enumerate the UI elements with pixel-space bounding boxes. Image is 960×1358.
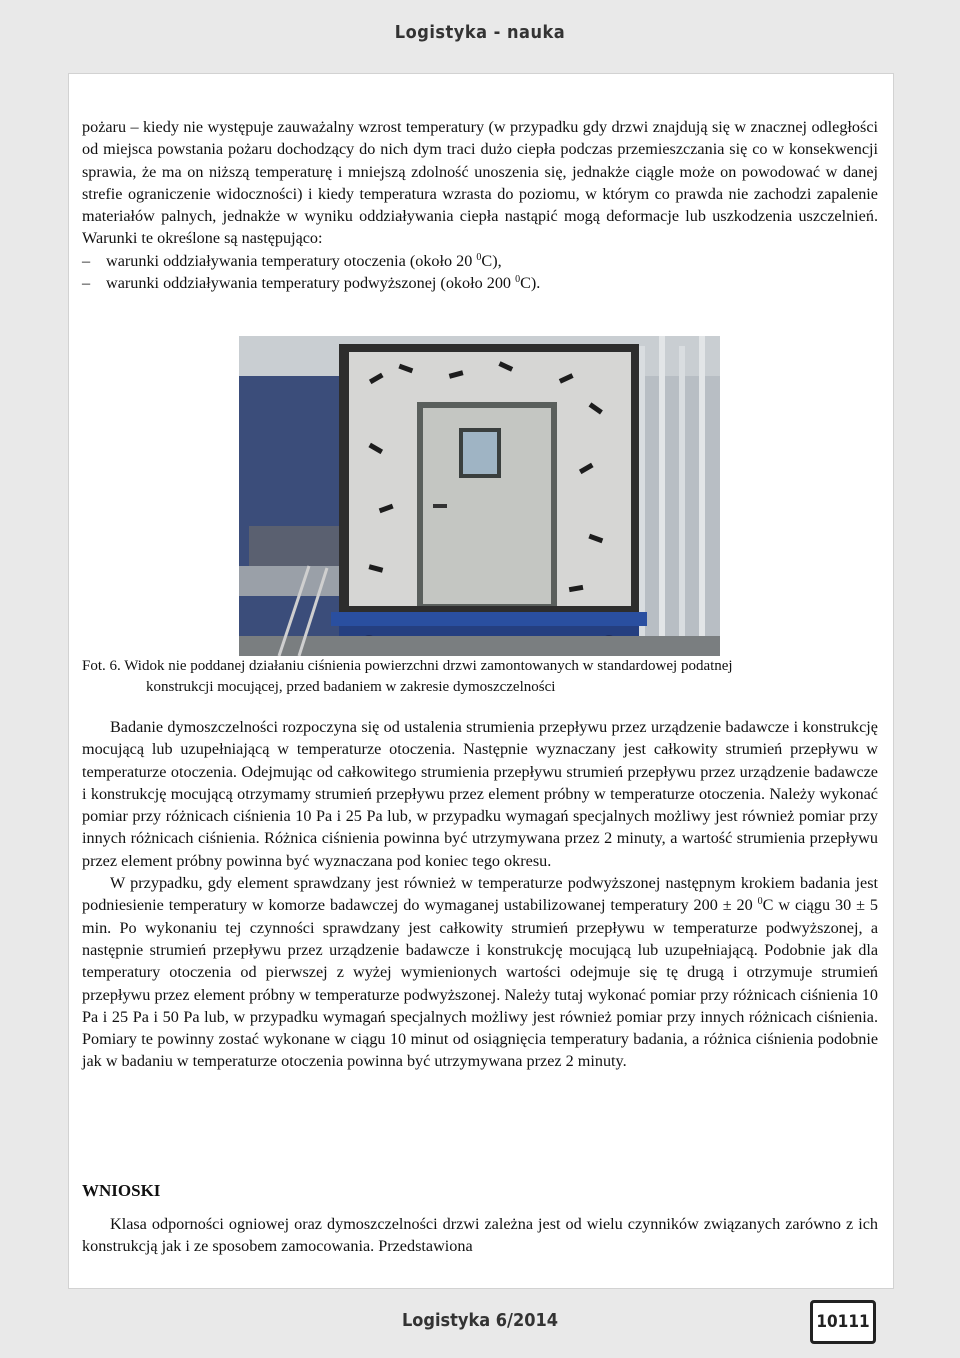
page-number: 10111 [810, 1300, 876, 1344]
figure-caption [82, 656, 878, 698]
caption-line-1: Fot. 6. Widok nie poddanej działaniu ciśnienia powierzchni drzwi zamontowanych w standardowej podatnej [82, 658, 733, 674]
conclusions-heading: WNIOSKI [82, 1181, 161, 1200]
door-test-illustration [239, 336, 720, 656]
condition-item-elevated: – warunki oddziaływania temperatury podwyższonej (około 200 $^0$C). [82, 272, 878, 294]
dash-bullet: – [82, 274, 91, 293]
intro-paragraph: pożaru – kiedy nie występuje zauważalny wzrost temperatury (w przypadku gdy drzwi znajdują się w znacznej odległości od miejsca powstania pożaru dochodzący do nich dym traci dużo ciepła podczas przemieszczania się co w konsekwencji sprawia, że ma on niższą temperaturę i mniejszą zdolność unoszenia się, jednakże ciągle może on powodować w danej strefie ograniczenie widoczności) i kiedy temperatura wzrasta do poziomu, w którym co prawda nie zachodzi zapalenie materiałów palnych, jednakże w wyniku oddziaływania ciepła nastąpić mogą deformacje lub uszkodzenia uszczelnień. Warunki te określone są następująco: [82, 118, 878, 248]
body-paragraph-2: W przypadku, gdy element sprawdzany jest również w temperaturze podwyższonej następnym krokiem badania jest podniesienie temperatury w komorze badawczej do wymaganej ustabilizowanej temperatury 200 ± 20 $^0$C w ciągu 30 ± 5 min. Po wykonaniu tej czynności sprawdzany jest całkowity strumień przepływu w temperaturze podwyższonej, a następnie strumień przepływu przez urządzenie badawcze i konstrukcję mocującą lub uzupełniającą. Podobnie jak dla temperatury otoczenia od pierwszej z wyżej wymienionych wartości odejmuje się tę drugą i otrzymuje strumień przepływu przez element próbny w temperaturze podwyższonej. Należy tutaj wykonać pomiar przy różnicach ciśnienia 10 Pa i 25 Pa i 50 Pa lub, w przypadku wymagań specjalnych możliwy jest również pomiar przy innych różnicach ciśnienia. Pomiary te powinny zostać wykonane w ciągu 10 minut od osiągnięcia temperatury badania, a różnica ciśnienia podobnie jak w badaniu w temperaturze otoczenia powinna być utrzymywana przez 2 minuty. [82, 874, 878, 1071]
journal-footer: Logistyka 6/2014 [401, 1310, 559, 1331]
conclusions-section [82, 1213, 878, 1258]
door-test-photo [239, 336, 720, 656]
intro-section [82, 116, 878, 294]
body-section [82, 716, 878, 1073]
condition-item-ambient: – warunki oddziaływania temperatury otoczenia (około 20 $^0$C), [82, 250, 878, 272]
journal-header: Logistyka - nauka [394, 22, 566, 43]
conclusions-paragraph: Klasa odporności ogniowej oraz dymoszczelności drzwi zależna jest od wielu czynników związanych zarówno z ich konstrukcją jak i ze sposobem zamocowania. Przedstawiona [82, 1215, 878, 1256]
body-paragraph-1: Badanie dymoszczelności rozpoczyna się od ustalenia strumienia przepływu przez urządzenie badawcze i konstrukcję mocującą lub uzupełniającą w temperaturze otoczenia. Następnie wyznaczany jest całkowity strumień przepływu w temperaturze otoczenia. Odejmując od całkowitego strumienia przepływu strumień przepływu przez urządzenie badawcze i konstrukcję mocującą otrzymamy strumień przepływu przez element próbny w temperaturze otoczenia. Należy wykonać pomiar przy różnicach ciśnienia 10 Pa i 25 Pa lub, w przypadku wymagań specjalnych możliwy jest również pomiar przy innych różnicach ciśnienia. Różnica ciśnienia powinna być utrzymywana przez 2 minuty, a wartość strumienia przepływu przez element próbny powinna być wyznaczana pod koniec tego okresu. [82, 718, 878, 870]
caption-line-2: konstrukcji mocującej, przed badaniem w zakresie dymoszczelności [146, 679, 556, 695]
dash-bullet: – [82, 251, 91, 270]
